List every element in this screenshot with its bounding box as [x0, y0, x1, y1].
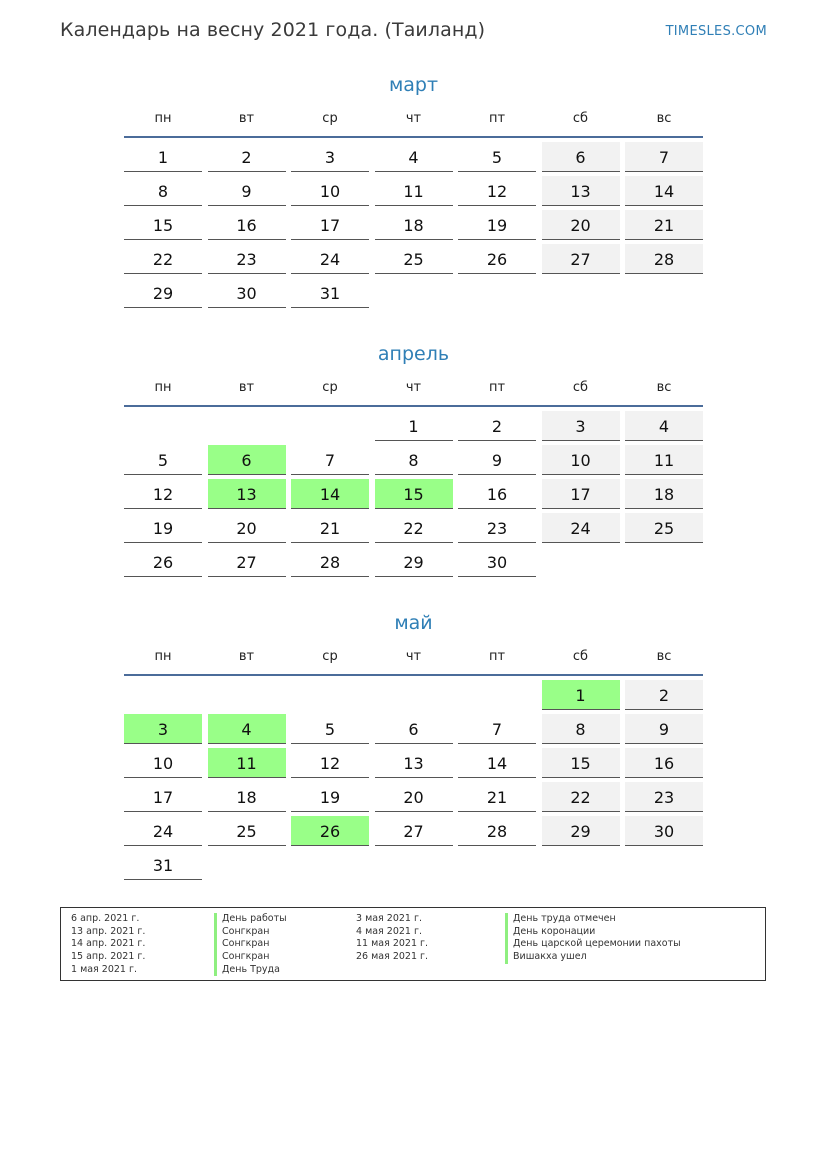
empty-day-cell [124, 411, 202, 441]
day-cell: 6 [542, 142, 620, 172]
day-cell: 23 [625, 782, 703, 812]
legend-date: 1 мая 2021 г. [71, 963, 137, 975]
empty-day-cell [208, 411, 286, 441]
day-cell: 20 [375, 782, 453, 812]
day-cell: 17 [124, 782, 202, 812]
day-cell: 12 [124, 479, 202, 509]
legend-names-left [214, 913, 287, 976]
day-cell: 11 [625, 445, 703, 475]
empty-day-cell [625, 547, 703, 577]
day-grid [124, 142, 703, 308]
legend-holiday-name: Сонгкран [214, 938, 287, 951]
day-grid [124, 680, 703, 880]
header-rule [124, 674, 703, 676]
weekday-label: чт [405, 649, 422, 664]
month-name: май [394, 612, 433, 634]
weekday-label: чт [405, 380, 422, 395]
day-cell: 8 [124, 176, 202, 206]
legend-holiday-name: День коронации [505, 926, 681, 939]
day-cell: 4 [375, 142, 453, 172]
day-cell: 2 [625, 680, 703, 710]
month-calendar [124, 70, 703, 308]
legend-holiday-name: День труда отмечен [505, 913, 681, 926]
weekday-label: ср [322, 649, 338, 664]
day-cell: 5 [458, 142, 536, 172]
day-cell: 13 [208, 479, 286, 509]
empty-day-cell [625, 850, 703, 880]
page-title: Календарь на весну 2021 года. (Таиланд) [60, 19, 486, 41]
day-cell: 21 [458, 782, 536, 812]
day-cell: 14 [458, 748, 536, 778]
empty-day-cell [458, 850, 536, 880]
empty-day-cell [375, 278, 453, 308]
weekday-label: вс [656, 111, 672, 126]
weekday-label: пт [488, 649, 506, 664]
day-cell: 5 [291, 714, 369, 744]
day-cell: 22 [542, 782, 620, 812]
site-link[interactable]: TIMESLES.COM [665, 24, 767, 39]
day-cell: 30 [208, 278, 286, 308]
day-cell: 27 [375, 816, 453, 846]
day-cell: 20 [542, 210, 620, 240]
day-cell: 10 [291, 176, 369, 206]
day-cell: 25 [375, 244, 453, 274]
day-cell: 22 [124, 244, 202, 274]
empty-day-cell [291, 850, 369, 880]
weekday-label: вт [238, 649, 255, 664]
day-cell: 23 [208, 244, 286, 274]
day-cell: 31 [124, 850, 202, 880]
empty-day-cell [291, 680, 369, 710]
day-cell: 2 [208, 142, 286, 172]
day-cell: 12 [458, 176, 536, 206]
day-cell: 13 [542, 176, 620, 206]
day-cell: 5 [124, 445, 202, 475]
day-cell: 15 [124, 210, 202, 240]
day-cell: 14 [625, 176, 703, 206]
legend-holiday-name: Сонгкран [214, 951, 287, 964]
empty-day-cell [208, 680, 286, 710]
weekday-label: вт [238, 380, 255, 395]
day-cell: 29 [542, 816, 620, 846]
day-cell: 1 [375, 411, 453, 441]
empty-day-cell [124, 680, 202, 710]
day-cell: 6 [375, 714, 453, 744]
empty-day-cell [542, 850, 620, 880]
day-cell: 24 [291, 244, 369, 274]
day-cell: 22 [375, 513, 453, 543]
empty-day-cell [208, 850, 286, 880]
day-cell: 11 [375, 176, 453, 206]
weekday-label: сб [572, 649, 589, 664]
day-cell: 3 [291, 142, 369, 172]
day-cell: 7 [291, 445, 369, 475]
weekday-label: сб [572, 111, 589, 126]
day-cell: 29 [124, 278, 202, 308]
day-cell: 12 [291, 748, 369, 778]
day-cell: 31 [291, 278, 369, 308]
legend-date: 6 апр. 2021 г. [71, 913, 140, 924]
month-name: апрель [377, 343, 450, 365]
weekday-label: пт [488, 380, 506, 395]
day-cell: 21 [625, 210, 703, 240]
day-cell: 30 [458, 547, 536, 577]
day-cell: 25 [625, 513, 703, 543]
day-cell: 29 [375, 547, 453, 577]
holiday-legend [60, 907, 766, 981]
day-cell: 17 [542, 479, 620, 509]
day-cell: 19 [124, 513, 202, 543]
header-rule [124, 136, 703, 138]
day-cell: 3 [542, 411, 620, 441]
day-cell: 27 [542, 244, 620, 274]
legend-holiday-name: Сонгкран [214, 926, 287, 939]
header-rule [124, 405, 703, 407]
day-cell: 1 [542, 680, 620, 710]
day-cell: 28 [458, 816, 536, 846]
day-cell: 9 [625, 714, 703, 744]
empty-day-cell [375, 680, 453, 710]
weekday-header [124, 644, 703, 670]
day-cell: 16 [208, 210, 286, 240]
month-calendar [124, 608, 703, 880]
day-cell: 21 [291, 513, 369, 543]
legend-date: 14 апр. 2021 г. [71, 938, 146, 950]
day-grid [124, 411, 703, 577]
day-cell: 24 [542, 513, 620, 543]
legend-date: 11 мая 2021 г. [356, 938, 429, 950]
day-cell: 24 [124, 816, 202, 846]
empty-day-cell [625, 278, 703, 308]
day-cell: 26 [124, 547, 202, 577]
day-cell: 17 [291, 210, 369, 240]
month-calendar [124, 339, 703, 577]
weekday-label: пн [154, 380, 172, 395]
day-cell: 7 [625, 142, 703, 172]
day-cell: 15 [542, 748, 620, 778]
day-cell: 26 [458, 244, 536, 274]
day-cell: 8 [375, 445, 453, 475]
weekday-label: пн [154, 649, 172, 664]
day-cell: 10 [124, 748, 202, 778]
empty-day-cell [542, 278, 620, 308]
day-cell: 4 [208, 714, 286, 744]
weekday-header [124, 106, 703, 132]
day-cell: 30 [625, 816, 703, 846]
day-cell: 8 [542, 714, 620, 744]
day-cell: 11 [208, 748, 286, 778]
legend-names-right [505, 913, 681, 964]
day-cell: 1 [124, 142, 202, 172]
day-cell: 16 [458, 479, 536, 509]
day-cell: 7 [458, 714, 536, 744]
empty-day-cell [291, 411, 369, 441]
legend-date: 26 мая 2021 г. [356, 951, 429, 963]
weekday-label: вс [656, 380, 672, 395]
day-cell: 16 [625, 748, 703, 778]
day-cell: 3 [124, 714, 202, 744]
empty-day-cell [458, 278, 536, 308]
day-cell: 6 [208, 445, 286, 475]
day-cell: 9 [458, 445, 536, 475]
day-cell: 26 [291, 816, 369, 846]
weekday-header [124, 375, 703, 401]
legend-dates-left [71, 913, 145, 976]
legend-date: 4 мая 2021 г. [356, 925, 422, 937]
legend-date: 13 апр. 2021 г. [71, 925, 146, 937]
day-cell: 19 [458, 210, 536, 240]
day-cell: 25 [208, 816, 286, 846]
month-name: март [388, 74, 439, 96]
day-cell: 27 [208, 547, 286, 577]
day-cell: 15 [375, 479, 453, 509]
day-cell: 10 [542, 445, 620, 475]
legend-holiday-name: День царской церемонии пахоты [505, 938, 681, 951]
legend-date: 15 апр. 2021 г. [71, 951, 146, 963]
empty-day-cell [375, 850, 453, 880]
day-cell: 19 [291, 782, 369, 812]
legend-dates-right [356, 913, 428, 964]
day-cell: 28 [625, 244, 703, 274]
weekday-label: ср [322, 111, 338, 126]
day-cell: 2 [458, 411, 536, 441]
day-cell: 20 [208, 513, 286, 543]
day-cell: 18 [375, 210, 453, 240]
weekday-label: ср [322, 380, 338, 395]
day-cell: 14 [291, 479, 369, 509]
legend-holiday-name: Вишакха ушел [505, 951, 681, 964]
day-cell: 13 [375, 748, 453, 778]
empty-day-cell [458, 680, 536, 710]
day-cell: 18 [208, 782, 286, 812]
empty-day-cell [542, 547, 620, 577]
legend-holiday-name: День работы [214, 913, 287, 926]
weekday-label: сб [572, 380, 589, 395]
day-cell: 28 [291, 547, 369, 577]
day-cell: 23 [458, 513, 536, 543]
weekday-label: пн [154, 111, 172, 126]
weekday-label: чт [405, 111, 422, 126]
weekday-label: пт [488, 111, 506, 126]
weekday-label: вт [238, 111, 255, 126]
day-cell: 9 [208, 176, 286, 206]
legend-date: 3 мая 2021 г. [356, 913, 422, 924]
day-cell: 4 [625, 411, 703, 441]
day-cell: 18 [625, 479, 703, 509]
legend-holiday-name: День Труда [214, 964, 287, 977]
weekday-label: вс [656, 649, 672, 664]
